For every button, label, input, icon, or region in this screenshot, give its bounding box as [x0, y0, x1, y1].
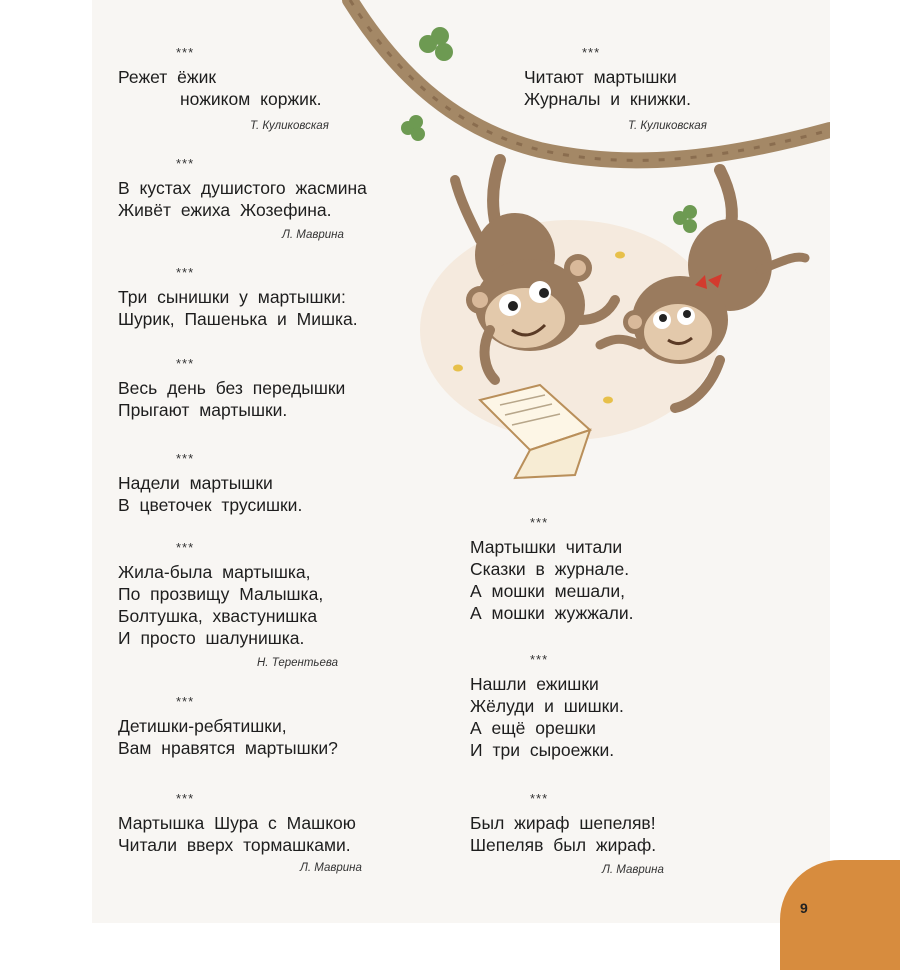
section-separator: *** [530, 515, 549, 530]
poem-author: Т. Куликовская [628, 120, 707, 132]
section-separator: *** [530, 652, 549, 667]
poem-line: А мошки мешали, [470, 581, 626, 601]
poem-11 [470, 653, 624, 761]
poem-line: Был жираф шепеляв! [470, 813, 656, 833]
poem-line: Жёлуди и шишки. [470, 696, 624, 716]
section-separator: *** [530, 791, 549, 806]
poem-author: Л. Маврина [602, 864, 664, 876]
poem-5 [118, 452, 302, 516]
poem-4 [118, 357, 345, 421]
poem-author: Л. Маврина [300, 862, 362, 874]
poem-line: В цветочек трусишки. [118, 495, 303, 515]
poem-line: Прыгают мартышки. [118, 400, 288, 420]
poem-line: И три сыроежки. [470, 740, 615, 760]
poem-author: Н. Терентьева [257, 657, 339, 669]
section-separator: *** [582, 45, 601, 60]
section-separator: *** [176, 156, 195, 171]
poem-line: По прозвищу Малышка, [118, 584, 324, 604]
poem-line: Детишки-ребятишки, [118, 716, 287, 736]
poem-line: Мартышки читали [470, 537, 623, 557]
section-separator: *** [176, 791, 195, 806]
page-number-tab [780, 860, 900, 970]
poem-line: В кустах душистого жасмина [118, 178, 367, 198]
poem-line: ножиком коржик. [180, 89, 322, 109]
section-separator: *** [176, 540, 195, 555]
poem-line: Живёт ежиха Жозефина. [118, 200, 332, 220]
poem-line: Режет ёжик [118, 67, 217, 87]
page-number: 9 [800, 900, 808, 916]
poem-8 [118, 792, 356, 856]
poem-line: И просто шалунишка. [118, 628, 305, 648]
poem-line: Вам нравятся мартышки? [118, 738, 338, 758]
poem-line: А ещё орешки [470, 718, 596, 738]
section-separator: *** [176, 265, 195, 280]
poem-2 [118, 157, 367, 221]
section-separator: *** [176, 694, 195, 709]
poem-6 [118, 541, 323, 649]
poem-line: Читают мартышки [524, 67, 677, 87]
poem-line: А мошки жужжали. [470, 603, 634, 623]
section-separator: *** [176, 451, 195, 466]
poem-line: Болтушка, хвастунишка [118, 606, 318, 626]
poem-line: Шепеляв был жираф. [470, 835, 657, 855]
poem-line: Сказки в журнале. [470, 559, 630, 579]
poem-9 [524, 46, 691, 110]
section-separator: *** [176, 356, 195, 371]
poem-line: Весь день без передышки [118, 378, 346, 398]
poem-3 [118, 266, 358, 330]
poem-author: Л. Маврина [282, 229, 344, 241]
poem-line: Жила-была мартышка, [118, 562, 311, 582]
poem-10 [470, 516, 633, 624]
poem-line: Шурик, Пашенька и Мишка. [118, 309, 358, 329]
poem-1 [118, 46, 321, 110]
poem-line: Журналы и книжки. [524, 89, 692, 109]
poem-line: Три сынишки у мартышки: [118, 287, 346, 307]
poem-line: Читали вверх тормашками. [118, 835, 351, 855]
poem-line: Надели мартышки [118, 473, 273, 493]
poem-12 [470, 792, 656, 856]
poem-7 [118, 695, 338, 759]
poem-line: Мартышка Шура с Машкою [118, 813, 356, 833]
section-separator: *** [176, 45, 195, 60]
poem-author: Т. Куликовская [250, 120, 329, 132]
poem-line: Нашли ежишки [470, 674, 599, 694]
